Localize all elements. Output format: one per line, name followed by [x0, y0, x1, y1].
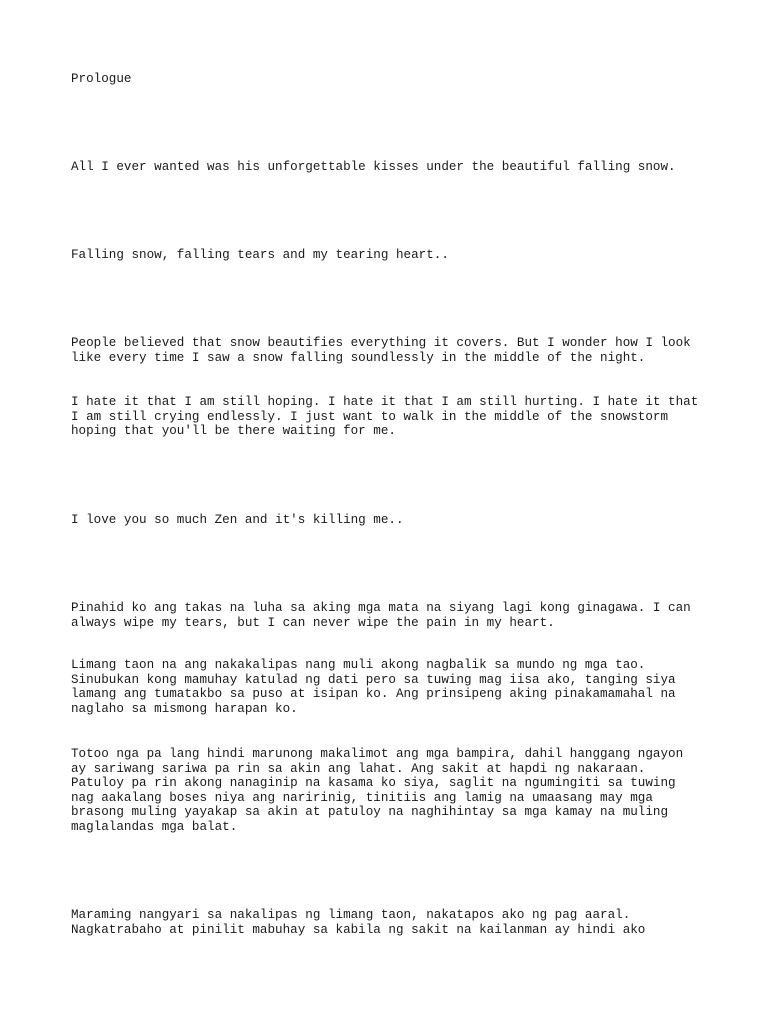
- paragraph-9: Maraming nangyari sa nakalipas ng limang taon, nakatapos ako ng pag aaral. Nagkatrabaho at pinilit mabuhay sa kabila ng sakit na kailanman ay hindi ako: [71, 908, 646, 937]
- paragraph-7: Limang taon na ang nakakalipas nang muli akong nagbalik sa mundo ng mga tao. Sinubukan kong mamuhay katulad ng dati pero sa tuwing mag iisa ako, tanging siya lamang ang tumatakbo sa puso at isipan ko. Ang prinsipeng aking pinakamamahal na naglaho sa mismong harapan ko.: [71, 658, 676, 716]
- paragraph-1: All I ever wanted was his unforgettable kisses under the beautiful falling snow.: [71, 160, 676, 174]
- paragraph-6: Pinahid ko ang takas na luha sa aking mga mata na siyang lagi kong ginagawa. I can always wipe my tears, but I can never wipe the pain in my heart.: [71, 601, 691, 630]
- paragraph-2: Falling snow, falling tears and my tearing heart..: [71, 248, 449, 262]
- paragraph-8: Totoo nga pa lang hindi marunong makalimot ang mga bampira, dahil hanggang ngayon ay sariwang sariwa pa rin sa akin ang lahat. Ang sakit at hapdi ng nakaraan. Patuloy pa rin akong nanaginip na kasama ko siya, saglit na ngumingiti sa tuwing nag aakalang boses niya ang naririnig, tinitiis ang lamig na umaasang may mga brasong muling yayakap sa akin at patuloy na naghihintay sa mga kamay na muling maglalandas mga balat.: [71, 747, 684, 834]
- prologue-heading: Prologue: [71, 72, 132, 86]
- paragraph-3: People believed that snow beautifies everything it covers. But I wonder how I look like every time I saw a snow falling soundlessly in the middle of the night.: [71, 336, 691, 365]
- paragraph-5: I love you so much Zen and it's killing me..: [71, 513, 404, 527]
- paragraph-4: I hate it that I am still hoping. I hate it that I am still hurting. I hate it that I am still crying endlessly. I just want to walk in the middle of the snowstorm hoping that you'll be there waiting for me.: [71, 395, 699, 439]
